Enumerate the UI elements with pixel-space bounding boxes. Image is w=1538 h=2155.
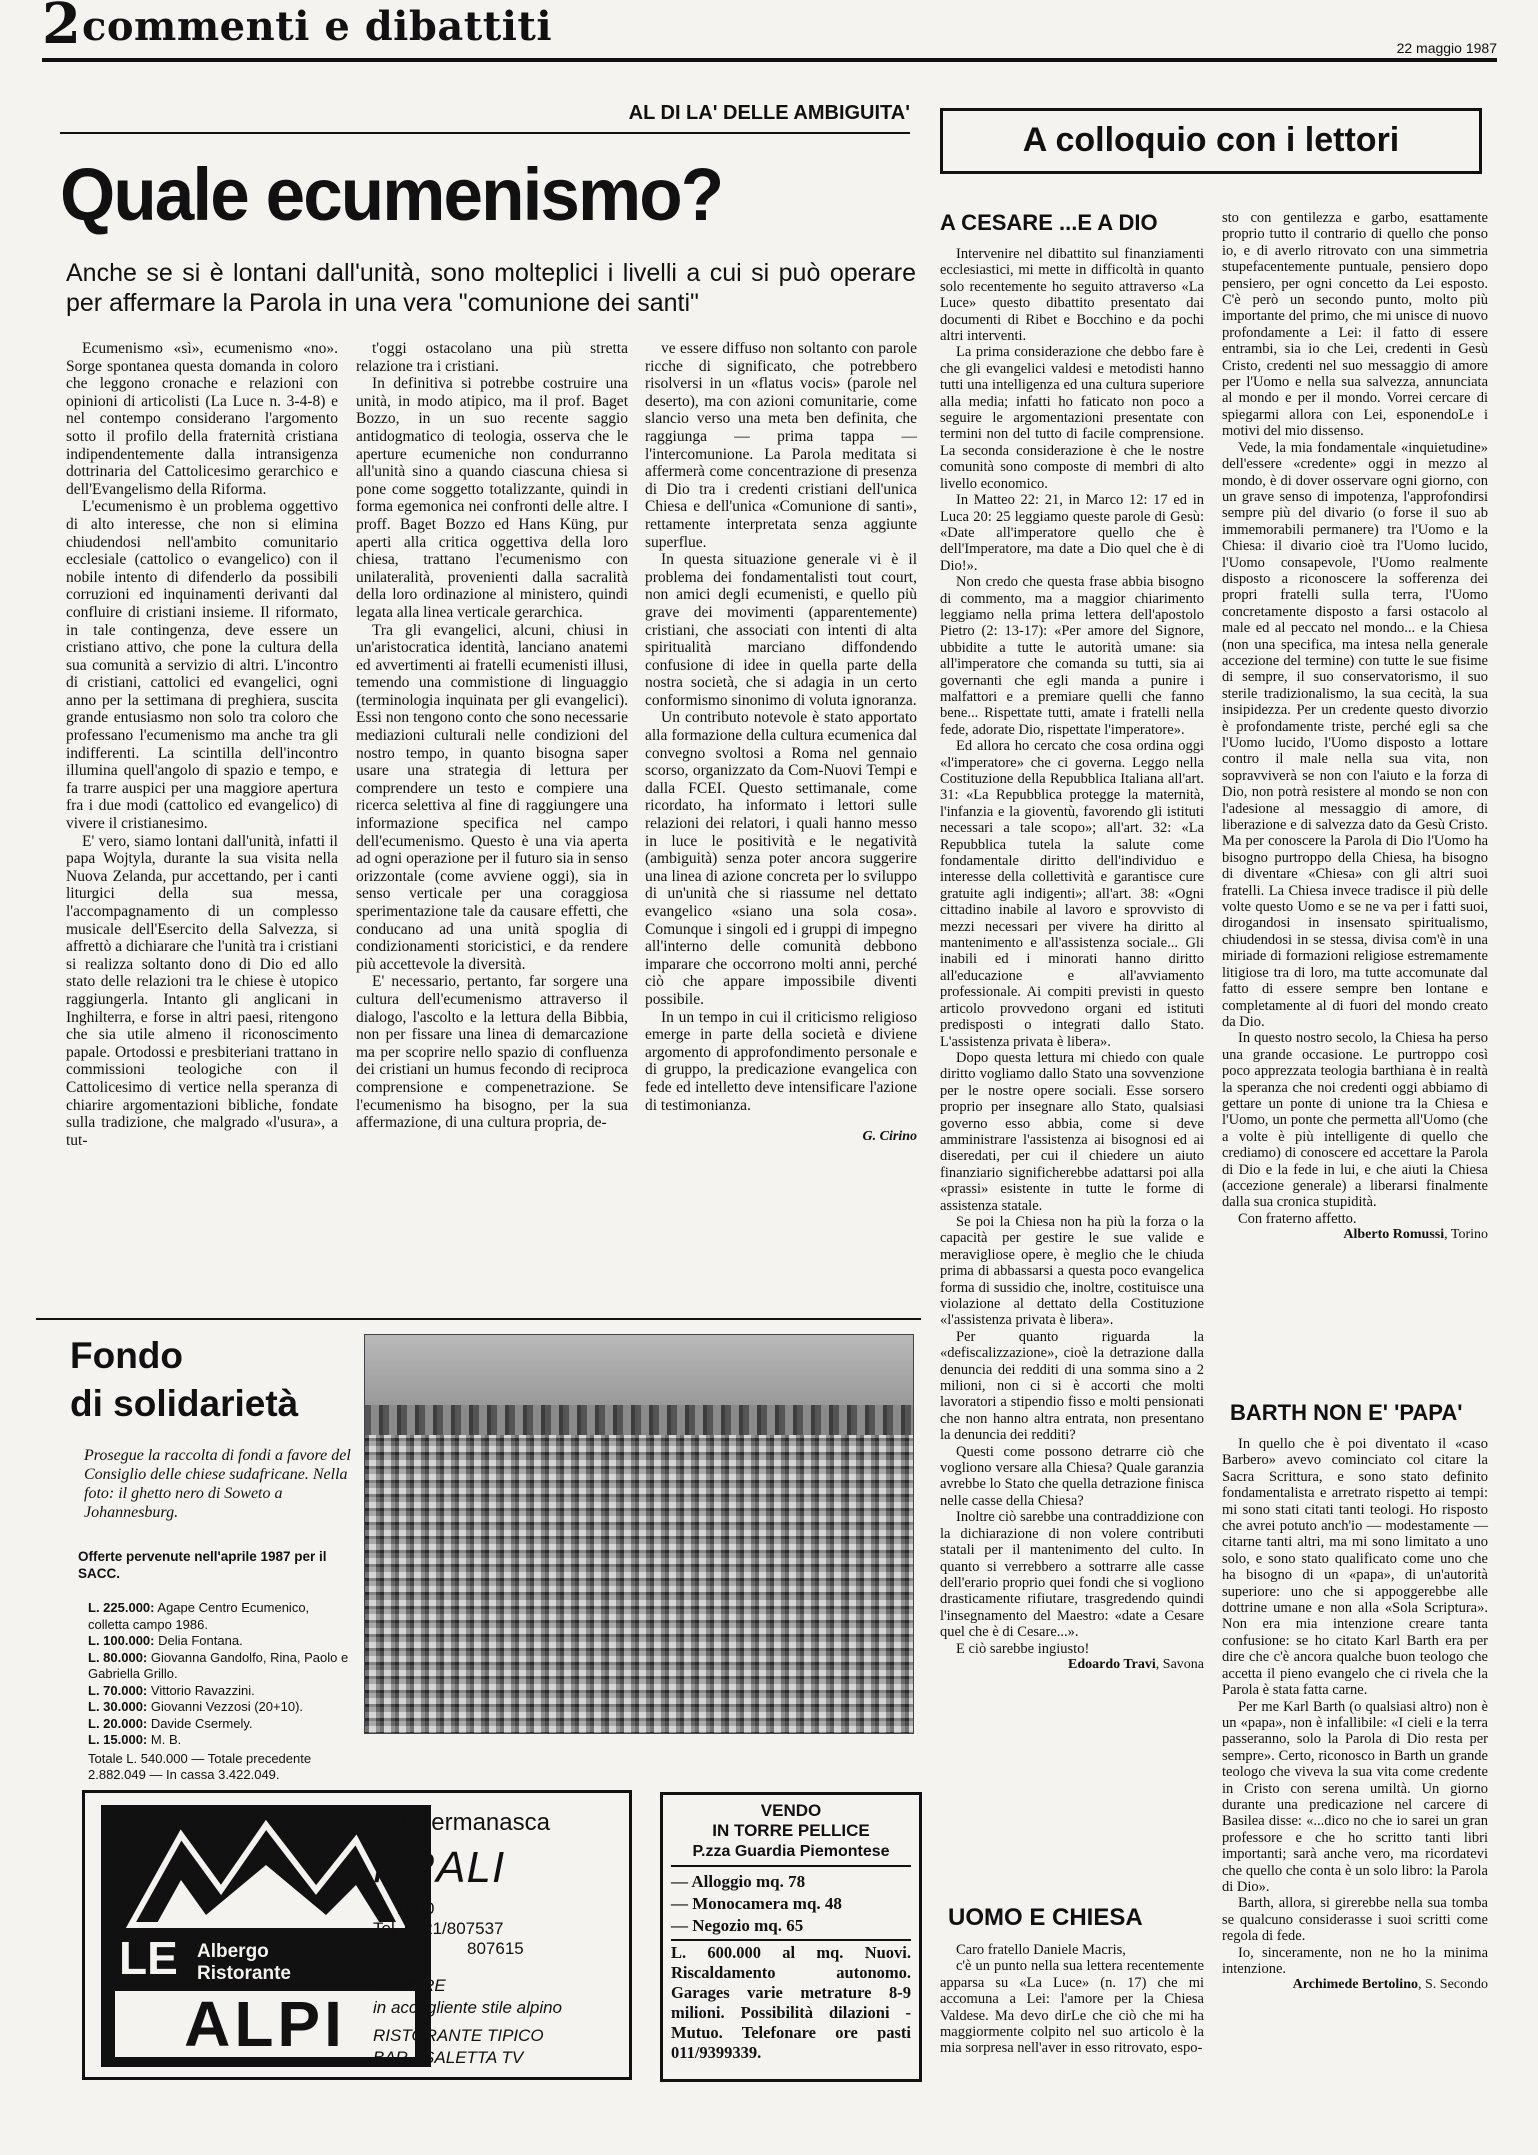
fund-title xyxy=(70,1332,298,1428)
offer-amount: L. 20.000: xyxy=(88,1715,148,1731)
letter-paragraph: In Matteo 22: 21, in Marco 12: 17 ed in Luca 20: 25 leggiamo queste parole di Gesù: «Date all'imperatore quello che è dell'Imperatore, ma date a Dio quel che è di Dio!». xyxy=(940,492,1204,574)
kicker-rule xyxy=(60,132,910,134)
hotel-logo-le: LE xyxy=(119,1932,178,1984)
offer-item xyxy=(78,1633,353,1650)
letter-paragraph: Se poi la Chiesa non ha più la forza o la capacità per gestire le sue valide e meravigliose opere, è meglio che le chiuda prima di abbassarsi a questa poco evangelica forma di sussidio che, inoltre, costituisce una violazione al dettato della Costituzione «l'assistenza privata è libera». xyxy=(940,1213,1204,1329)
offer-donor: Giovanni Vezzosi (20+10). xyxy=(150,1699,304,1714)
article-paragraph: In un tempo in cui il criticismo religioso emerge in parte della società e diviene argomento di approfondimento personale e di gruppo, la predicazione evangelica con fede ed intelletto deve intensificare l'azione di testimonianza. xyxy=(645,1008,917,1114)
letter-paragraph: E ciò sarebbe ingiusto! xyxy=(956,1640,1090,1657)
article-kicker: AL DI LA' DELLE AMBIGUITA' xyxy=(628,102,910,124)
sale-ad-square: P.zza Guardia Piemontese xyxy=(692,1843,890,1860)
hotel-phone-1: 0121/807537 xyxy=(404,1919,504,1938)
hotel-details xyxy=(373,1975,562,2069)
article-signature: G. Cirino xyxy=(862,1129,917,1145)
offer-amount: L. 100.000: xyxy=(88,1633,155,1648)
letter-paragraph: La prima considerazione che debbo fare è che gli evangelici valdesi e metodisti hanno tutti una intelligenza ed una cultura superiore alla media; infatti ho faticato non poco a seguire le argomentazioni presentate con termini non del tutto di facile comprensione. La seconda considerazione è che le nostre comunità sono composte di membri di alto livello economico. xyxy=(940,344,1204,492)
offer-item xyxy=(78,1699,353,1716)
letter-paragraph: Dopo questa lettura mi chiedo con quale diritto vogliamo dallo Stato una sovvenzione per le nostre opere sociali. Esse sorsero proprio per insegnare allo Stato, qualsiasi governo esso abbia, come si deve amministrare l'assistenza ai bisognosi ed ai diseredati, per cui il chiedere un aiuto finanziario significherebbe adattarsi poi alla «prassi» esistente in tutte le forme di assistenza statale. xyxy=(940,1049,1204,1214)
letter-paragraph: Io, sinceramente, non ne ho la minima intenzione. xyxy=(1222,1944,1488,1977)
letter-paragraph: Non credo che questa frase abbia bisogno di commento, ma a maggior chiarimento leggiamo nella prima lettera dell'apostolo Pietro (2: 13-17): «Per amore del Signore, ubbidite a tutte le autorità umane: sia all'imperatore che comanda su tutti, sia ai governanti che egli manda a punire i malfattori e a premiare quelli che fanno bene... Rispettate tutti, amate i fratelli nella fede, adorate Dio, rispettate l'imperatore». xyxy=(940,574,1204,738)
offer-donor: Agape Centro Ecumenico, colletta campo 1986. xyxy=(88,1600,310,1632)
hotel-phone-2: 807615 xyxy=(467,1939,524,1958)
letters-column-a xyxy=(940,246,1204,1673)
letter-barth xyxy=(1222,1436,1488,1994)
article-paragraph: Un contributo notevole è stato apportato alla formazione della cultura ecumenica dal convegno svoltosi a Roma nel gennaio scorso, organizzato da Com-Nuovi Tempi e dalla FCEI. Questo settimanale, come ricordato, ha informato i lettori sulle relazioni dei relatori, i quali hanno messo in luce le positività e le negatività (ambiguità) senza poter ancora suggerire una linea di azione concreta per lo sviluppo di un'unità che si riassume nel dettato evangelico «siano una sola cosa». Comunque i singoli ed i gruppi di impegno all'interno delle comunità debbono imparare che occorrono molti anni, perché ciò che appare impossibile diventi possibile. xyxy=(645,709,917,1008)
hotel-phone-label: Tel. xyxy=(373,1919,400,1938)
hotel-logo-ristorante: Ristorante xyxy=(197,1963,291,1984)
offer-amount: L. 70.000: xyxy=(88,1682,148,1698)
hotel-town: PRALI xyxy=(373,1843,506,1892)
offer-amount: L. 225.000: xyxy=(88,1600,155,1615)
masthead-rule xyxy=(42,58,1497,62)
offer-donor: Davide Csermely. xyxy=(150,1715,253,1731)
article-paragraph: ve essere diffuso non soltanto con parole ricche di significato, che potrebbero risolversi in un «flatus vocis» (parole nel deserto), ma con azioni comunitarie, come slancio verso una meta ben definita, che raggiunga — prima tappa — l'intercomunione. La Parola meditata si affermerà come concentrazione di presenza di Dio tra i credenti cristiani dell'unica Chiesa e dell'unica «Comunione di santi», rettamente interpretata senza aggiunte superflue. xyxy=(645,340,917,551)
sale-ad-items xyxy=(671,1871,911,1937)
page-number: 2 xyxy=(42,0,81,57)
letter-signature: Edoardo Travi, Savona xyxy=(1068,1656,1204,1672)
letter-signature: Archimede Bertolino, S. Secondo xyxy=(1292,1977,1488,1993)
letter-paragraph: sto con gentilezza e garbo, esattamente proprio tutto il contrario di quello che ponso io, e di averlo ritrovato con una simmetria stupefacentemente puntuale, pensiero dopo pensiero, per ogni concetto da Lei esposto. C'è però un secondo punto, molto più importante del primo, che mi unisce di nuovo profondamente a Lei: il fatto di essere entrambi, sia io che Lei, credenti in Gesù Cristo, credenti nel suo messaggio di amore per l'Uomo e nella sua salvezza, annunciata al mondo e per il mondo. Vorrei cercare di spiegarmi allora con Lei, esponendoLe i motivi del mio dissenso. xyxy=(1222,210,1488,440)
masthead xyxy=(42,2,1497,62)
offer-item xyxy=(78,1732,353,1749)
letter-title: BARTH NON E' 'PAPA' xyxy=(1230,1400,1463,1425)
hotel-detail-line: in accogliente stile alpino xyxy=(373,1998,563,2017)
article-title: Quale ecumenismo? xyxy=(60,153,723,236)
letter-uomo-chiesa xyxy=(940,1942,1204,2057)
offer-donor: Delia Fontana. xyxy=(158,1633,243,1648)
sale-ad-location: IN TORRE PELLICE xyxy=(712,1821,870,1840)
hotel-phone xyxy=(373,1919,524,1959)
offer-item xyxy=(78,1650,353,1683)
hotel-altitude: m. 1500 xyxy=(373,1899,435,1918)
article-column-2 xyxy=(356,340,628,1132)
article-bottom-rule xyxy=(36,1318,921,1320)
article-paragraph: L'ecumenismo è un problema oggettivo di alto interesse, che non si elimina chiudendosi nell'ambito comunitario ecclesiale (cattolico o evangelico) con il nobile intento di difenderlo da possibili corruzioni ed inquinamenti derivanti dal confluire di cristiani insieme. Il riformato, in tale contingenza, deve essere un cristiano attivo, che pone la cultura della sua comunità a servizio di altri. L'incontro di cristiani, cattolici ed evangelici, ogni anno per la settimana di preghiera, suscita grande entusiasmo non solo tra coloro che professano l'ecumenismo ma anche tra gli indifferenti. La scintilla dell'incontro illumina quell'angolo di spazio e tempo, e fa trarre auspici per una maggiore apertura fra i due modi (cattolico ed evangelico) di vivere il cristianesimo. xyxy=(66,498,338,833)
hotel-logo-albergo: Albergo xyxy=(197,1941,269,1962)
letter-paragraph: c'è un punto nella sua lettera recentemente apparsa su «La Luce» (n. 17) che mi accomuna a Lei: l'amore per la Chiesa Valdese. Ma devo dirLe che ciò che mi ha maggiormente colpito nel suo articolo è la mia sorpresa nell'aver in esso ritrovato, espo- xyxy=(940,1958,1204,2057)
fund-title-line: di solidarietà xyxy=(70,1383,299,1424)
offer-amount: L. 80.000: xyxy=(88,1649,148,1665)
letter-title: A CESARE ...E A DIO xyxy=(940,210,1158,235)
article-paragraph: Ecumenismo «sì», ecumenismo «no». Sorge spontanea questa domanda in coloro che leggono cronache e relazioni con opinioni di articolisti (La Luce n. 3-4-8) e nel contempo considerano l'argomento sotto il profilo della fraternità cristiana indipendentemente dalla intransigenza dottrinaria del Cattolicesimo gerarchico e dell'Evangelismo della Riforma. xyxy=(66,340,338,498)
fund-offers-heading: Offerte pervenute nell'aprile 1987 per il SACC. xyxy=(78,1549,327,1581)
hotel-valley: Val Germanasca xyxy=(373,1809,550,1836)
section-title: commenti e dibattiti xyxy=(82,3,553,50)
fund-title-line: Fondo xyxy=(70,1335,184,1376)
hotel-ad xyxy=(82,1790,632,2080)
hotel-detail-line: BAR - SALETTA TV xyxy=(373,2048,524,2067)
letter-title: UOMO E CHIESA xyxy=(948,1904,1143,1931)
article-paragraph: In questa situazione generale vi è il problema dei fondamentalisti tout court, non amici degli ecumenisti, e quello più grave dei movimenti (apparentemente) cristiani, che associati con intenti di alta spiritualità marciano diffondendo confusione di idee in quella parte della nostra società, che si adagia in un certo conformismo sinonimo di voluta ignoranza. xyxy=(645,551,917,709)
fund-totals: Totale L. 540.000 — Totale precedente 2.882.049 — In cassa 3.422.049. xyxy=(88,1750,312,1782)
fund-offers-list xyxy=(78,1600,353,1784)
sale-ad xyxy=(660,1792,922,2082)
article-paragraph: E' vero, siamo lontani dall'unità, infatti il papa Wojtyla, durante la sua visita nella Nuova Zelanda, pur accettando, per i canti liturgici della sua messa, l'accompagnamento di un complesso musicale dell'Esercito della Salvezza, si affrettò a dichiarare che l'unità tra i cristiani si realizza soltanto dono di Dio ed allo stato delle relazioni tra le chiese è utopico raggiungerla. Intanto gli anglicani in Inghilterra, e forse in altri paesi, ritengono che sia utile almeno il riconoscimento papale. Ortodossi e presbiteriani trattano in commissioni teologiche con il Cattolicesimo di vertice nella speranza di chiarire argomentazioni bibliche, fondate sulla tradizione, che malgrado «l'usura», a tut- xyxy=(66,832,338,1149)
letter-paragraph: Barth, allora, si girerebbe nella sua tomba se qualcuno considerasse i suoi scritti come regola di fede. xyxy=(1222,1895,1488,1945)
letter-paragraph: In questo nostro secolo, la Chiesa ha perso una grande occasione. Le purtroppo così poco apprezzata teologia barthiana è in realtà la speranza che noi credenti oggi abbiamo di gettare un ponte di unione tra la Chiesa e l'Uomo, un ponte che permetta all'Uomo (che a volte è più intelligente di quello che crediamo) di conoscere ed accettare la Parola di Dio e la fede in lui, e che aiuti la Chiesa (accezione generale) a liberarsi finalmente dalla sua cronica stupidità. xyxy=(1222,1030,1488,1211)
letters-column-b xyxy=(1222,210,1488,1244)
offer-item xyxy=(78,1716,353,1733)
letter-paragraph: Per me Karl Barth (o qualsiasi altro) non è un «papa», non è infallibile: «I cieli e la terra passeranno, solo la Parola di Dio resta per sempre». Certo, riconosco in Barth un grande teologo che viveva la sua vita come credente in Cristo con serena umiltà. Un giorno durante una predicazione nel carcere di Basilea disse: «...dico no che io sarei un gran professore e che ho scritto tanti libri importanti; sarà anche vero, ma ricordatevi che quello che conta è un solo libro: la Parola di Dio». xyxy=(1222,1698,1488,1895)
sale-ad-item: — Negozio mq. 65 xyxy=(671,1916,804,1935)
offer-donor: M. B. xyxy=(150,1732,182,1747)
offer-amount: L. 15.000: xyxy=(88,1732,148,1747)
hotel-detail-line: CAMERE xyxy=(373,1976,446,1995)
letter-paragraph: Inoltre ciò sarebbe una contraddizione con la dichiarazione di non volere contributi statali per il mantenimento del culto. In quanto si verrebbero a sottrarre alle casse dell'erario proprio quei fondi che si vogliono drasticamente rifiutare, trasgredendo quindi l'insegnamento del Maestro: «date a Cesare quel che è di Cesare...». xyxy=(940,1509,1204,1641)
letter-paragraph: In quello che è poi diventato il «caso Barbero» avevo cominciato col citare la Sacra Scrittura, e sono stato definito fondamentalista e arretrato rispetto ai tempi: mi sono stati citati tanti teologi. Ho risposto che avrei potuto anch'io — modestamente — citarne tanti altri, ma mi sono limitato a uno solo, e sono stato qualificato come uno che ha bisogno di un «papa», di un'autorità superiore: uno che si appoggerebbe alle dottrine umane e non alla «Sola Scriptura». Non era mia intenzione creare tanta confusione: se ho citato Karl Barth era per dire che c'è ancora qualche buon teologo che accetta il pieno evangelo che ci rivela che la Parola è stata fatta carne. xyxy=(1222,1436,1488,1699)
sale-ad-body: L. 600.000 al mq. Nuovi. Riscaldamento autonomo. Garages varie metrature 8-9 milioni. Possibilità dilazioni - Mutuo. Telefonare ore pasti 011/9399339. xyxy=(671,1943,911,2062)
issue-date: 22 maggio 1987 xyxy=(1396,40,1497,56)
article-paragraph: E' necessario, pertanto, far sorgere una cultura dell'ecumenismo attraverso il dialogo, l'ascolto e la lettura della Bibbia, non per fissare una linea di demarcazione ma per scoprire nello spazio di confluenza dei cristiani un humus fecondo di reciproca comprensione e compenetrazione. Se l'ecumenismo ha bisogno, per la sua affermazione, di una cultura propria, de- xyxy=(356,973,628,1132)
offer-donor: Giovanna Gandolfo, Rina, Paolo e Gabriella Grillo. xyxy=(88,1649,349,1681)
article-paragraph: In definitiva si potrebbe costruire una unità, in modo atipico, ma il prof. Baget Bozzo, in un suo recente saggio antidogmatico di teologia, osserva che le aperture ecumeniche non condurranno all'unità sino a quando ciascuna chiesa si pone come soggetto totalizzante, quindi in forma egemonica nei confronti delle altre. I proff. Baget Bozzo ed Hans Küng, pur aperti alla critica oggettiva della loro chiesa, trattano l'ecumenismo con unilateralità, provenienti dalla sacralità della loro ordinazione al ministero, quindi legata alla linea verticale gerarchica. xyxy=(356,375,628,621)
hotel-logo-alpi: ALPI xyxy=(115,1991,415,2057)
letter-paragraph: Intervenire nel dibattito sul finanziamenti ecclesiastici, mi mette in difficoltà in quanto solo recentemente ho seguito attraverso «La Luce» questo dibattito presentato dai documenti di Ribet e Bocchino e da pochi altri interventi. xyxy=(940,246,1204,345)
sale-ad-title: VENDO xyxy=(760,1801,822,1820)
sale-ad-item: — Alloggio mq. 78 xyxy=(671,1872,806,1891)
soweto-photo xyxy=(364,1334,914,1734)
article-column-1 xyxy=(66,340,338,1149)
letter-paragraph: Caro fratello Daniele Macris, xyxy=(956,1942,1126,1958)
letter-signature: Alberto Romussi, Torino xyxy=(1343,1227,1488,1243)
article-column-3 xyxy=(645,340,917,1146)
sale-ad-item: — Monocamera mq. 48 xyxy=(671,1894,842,1913)
article-paragraph: Tra gli evangelici, alcuni, chiusi in un'aristocratica identità, lanciano anatemi ed avvertimenti ai fratelli ecumenisti illusi, temendo una commistione di linguaggio (terminologia inquinata per gli evangelici). Essi non tengono conto che sono necessarie mediazioni culturali nelle condizioni del nostro tempo, in quanto bisogna saper usare una strategia di lettura per comprendere un testo e compiere una ricerca selettiva al fine di raggiungere una informazione specifica nel campo dell'ecumenismo. Questo è una via aperta ad ogni operazione per il futuro sia in senso orizzontale (come avviene oggi), sia in senso verticale per una coraggiosa sperimentazione tale da causare effetti, che conducano ad una unità spoglia di condizionamenti storicistici, e da rendere più accettevole la diversità. xyxy=(356,621,628,973)
hotel-detail-line: RISTORANTE TIPICO xyxy=(373,2026,544,2045)
fund-caption: Prosegue la raccolta di fondi a favore del Consiglio delle chiese sudafricane. Nella foto: il ghetto nero di Soweto a Johannesburg. xyxy=(84,1447,351,1521)
article-paragraph: t'oggi ostacolano una più stretta relazione tra i cristiani. xyxy=(356,340,628,375)
article-deck: Anche se si è lontani dall'unità, sono molteplici i livelli a cui si può operare per affermare la Parola in una vera "comunione dei santi" xyxy=(66,259,916,317)
offer-item xyxy=(78,1683,353,1700)
letter-paragraph: Ed allora ho cercato che cosa ordina oggi «l'imperatore» che ci governa. Leggo nella Costituzione della Repubblica Italiana all'art. 31: «La Repubblica protegge la maternità, l'infanzia e la gioventù, favorendo gli istituti necessari a tale scopo»; all'art. 32: «La Repubblica tutela la salute come fondamentale diritto dell'individuo e interesse della collettività e garantisce cure gratuite agli indigenti»; all'art. 38: «Ogni cittadino inabile al lavoro e sprovvisto di mezzi necessari per vivere ha diritto al mantenimento e all'assistenza sociale... Gli inabili ed i minorati hanno diritto all'educazione e all'avviamento professionale. Ai compiti previsti in questo articolo provvedono organi ed istituti predisposti o integrati dallo Stato. L'assistenza privata è libera». xyxy=(940,738,1204,1050)
letter-paragraph: Con fraterno affetto. xyxy=(1238,1210,1357,1227)
offer-amount: L. 30.000: xyxy=(88,1699,148,1714)
offer-donor: Vittorio Ravazzini. xyxy=(150,1682,255,1698)
letter-paragraph: Per quanto riguarda la «defiscalizzazione», cioè la detrazione dalla denuncia dei redditi di una somma sino a 2 milioni, non ci si è accorti che molti lavoratori a stipendio fisso e molti pensionati che non hanno altra entrata, non presentano la denuncia dei redditi? xyxy=(940,1328,1204,1444)
letter-paragraph: Vede, la mia fondamentale «inquietudine» dell'essere «credente» oggi in mezzo al mondo, è di dover osservare ogni giorno, con un grave senso di impotenza, l'approfondirsi sempre più del divario (o forse il suo ab immemorabili permanere) tra l'Uomo e la Chiesa: il divario cioè tra l'Uomo lucido, l'Uomo consapevole, l'Uomo realmente disposto a riconoscere la sofferenza dei propri fratelli sulla terra, l'Uomo concretamente disposto a farsi ostacolo al male ed al peccato nel mondo... e la Chiesa (non una specifica, ma intesa nella generale accezione del termine) con tutte le sue fisime di sempre, il suo conservatorismo, il suo sterile tradizionalismo, la sua cecità, la sua insipidezza. Per un credente questo divorzio è profondamente triste, perché egli sa che l'Uomo lucido, l'Uomo disposto a lottare contro il male nella sua vita, non sopravviverà se non con l'aiuto e la forza di Dio, non potrà resistere al mondo se non con l'adesione al messaggio di amore, di liberazione e di salvezza dato da Gesù Cristo. Ma per conoscere la Parola di Dio l'Uomo ha bisogno purtroppo della Chiesa, ha bisogno di diventare «Chiesa» con gli altri suoi fratelli. La Chiesa invece tradisce il più delle volte questo Uomo e se ne va per i fatti suoi, dirogandosi in insensato spiritualismo, chiudendosi in se stessa, divisa com'è in una miriade di formazioni religiose estremamente litigiose tra di loro, ma tutte accomunate dal fatto di essere sempre ben lontane e completamente al di fuori del mondo creato da Dio. xyxy=(1222,439,1488,1030)
letter-paragraph: Questi come possono detrarre ciò che vogliono versare alla Chiesa? Quale garanzia avrebbe lo Stato che quella detrazione finisca nelle casse della Chiesa? xyxy=(940,1443,1204,1509)
letters-box-title: A colloquio con i lettori xyxy=(940,108,1482,174)
offer-item xyxy=(78,1600,353,1633)
